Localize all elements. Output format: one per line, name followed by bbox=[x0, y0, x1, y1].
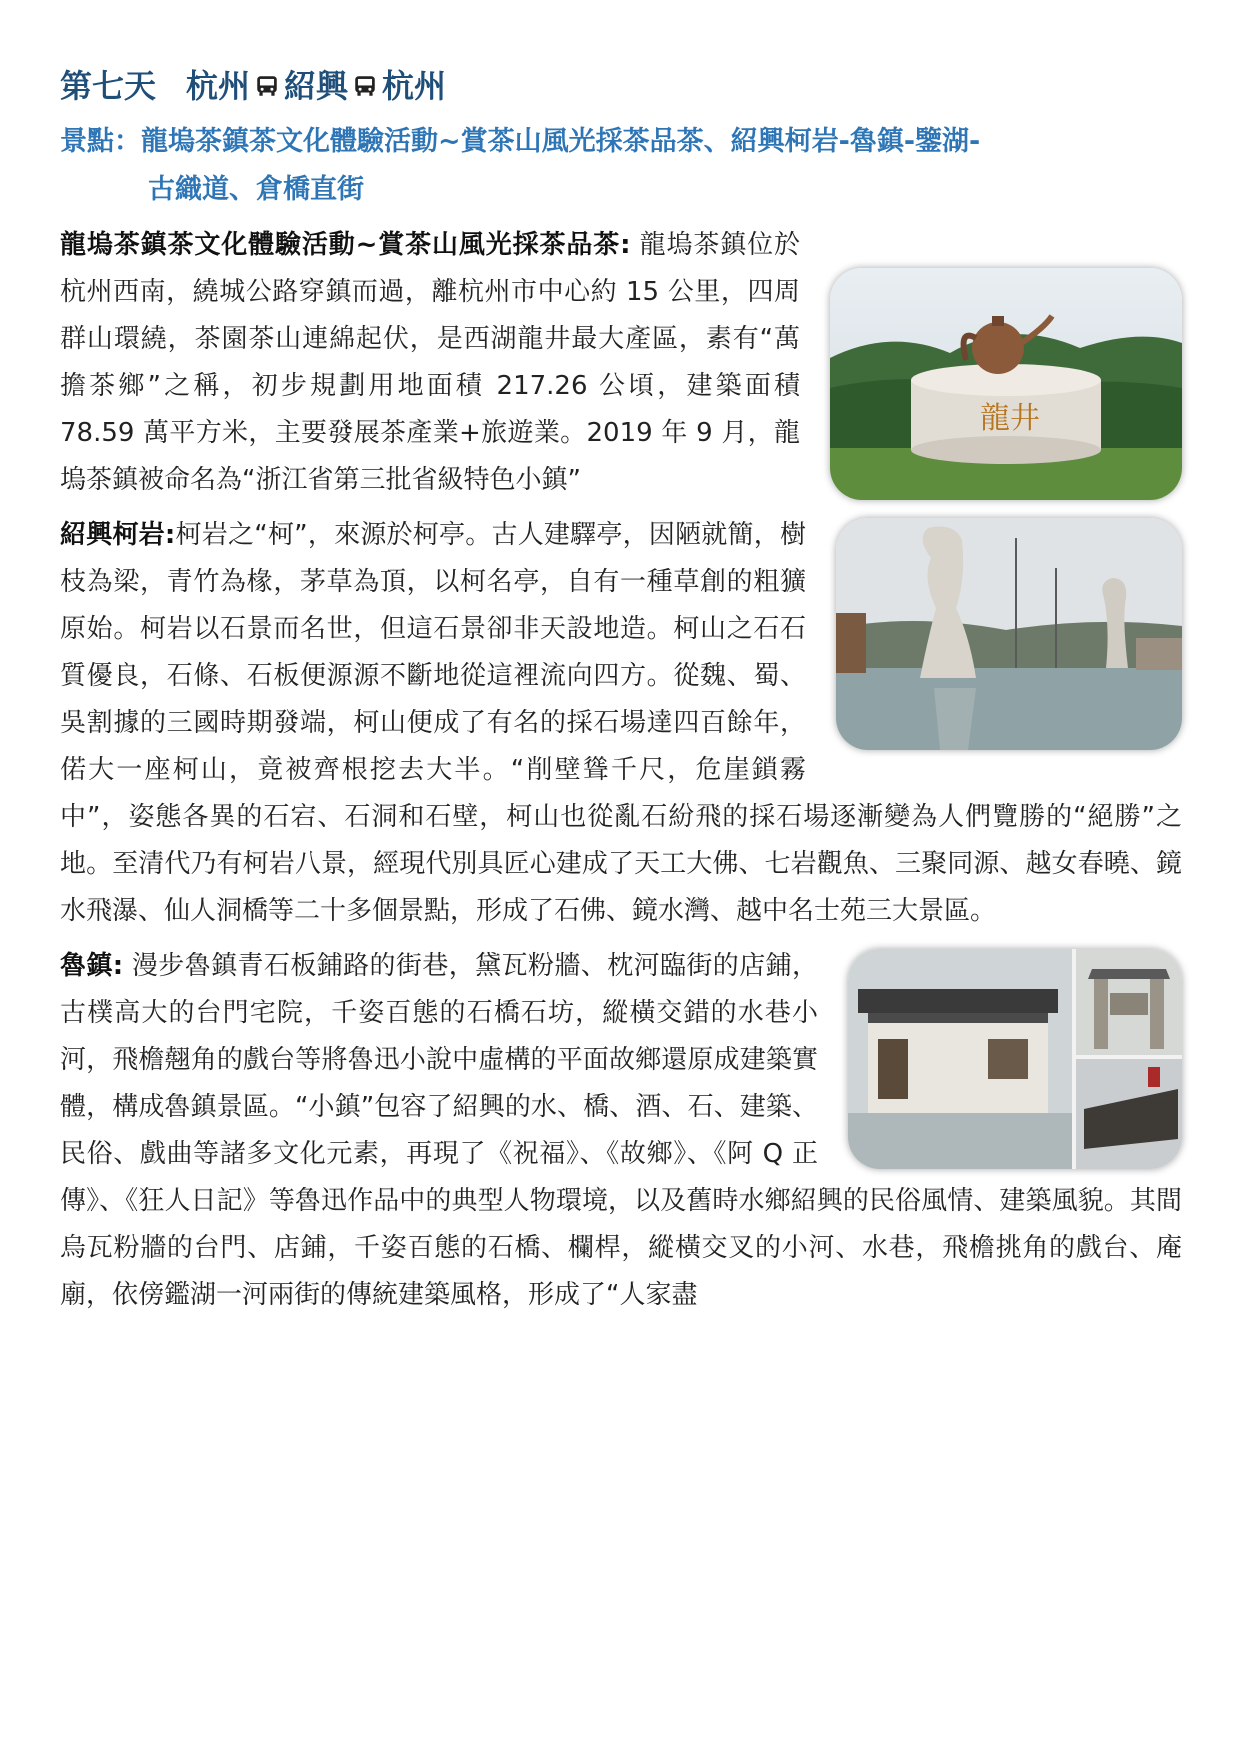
city-hangzhou-return: 杭州 bbox=[382, 67, 447, 105]
day-title bbox=[60, 62, 1182, 110]
section-longwu bbox=[60, 222, 1182, 504]
section-luzhen-body: 漫步魯鎮青石板鋪路的街巷，黛瓦粉牆、枕河臨街的店鋪，古樸高大的台門宅院，千姿百態的石橋石坊，縱橫交錯的水巷小河，飛檐翹角的戲台等將魯迅小說中虛構的平面故鄉還原成建築實體，構成魯鎮景區。“小鎮”包容了紹興的水、橋、酒、石、建築、民俗、戲曲等諸多文化元素，再現了《祝福》、《故鄉》、《阿 Q 正傳》、《狂人日記》等魯迅作品中的典型人物環境，以及舊時水鄉紹興的民俗風情、建築風貌。其間烏瓦粉牆的台門、店鋪，千姿百態的石橋、欄桿，縱橫交叉的小河、水巷，飛檐挑角的戲台、庵廟，依傍鑑湖一河兩街的傳統建築風格，形成了“人家盡 bbox=[60, 951, 1182, 1310]
spots-line-2: 古織道、倉橋直街 bbox=[148, 174, 364, 205]
spots-line-1: 景點：龍塢茶鎮茶文化體驗活動~賞茶山風光採茶品茶、紹興柯岩-魯鎮-鑒湖- bbox=[60, 126, 981, 157]
city-hangzhou: 杭州 bbox=[186, 67, 251, 105]
bus-icon bbox=[254, 73, 280, 99]
bus-icon bbox=[352, 73, 378, 99]
photo-keyan-rock bbox=[836, 518, 1182, 750]
photo-longwu-teapot bbox=[830, 268, 1182, 500]
section-longwu-heading: 龍塢茶鎮茶文化體驗活動~賞茶山風光採茶品茶: bbox=[60, 230, 631, 260]
section-luzhen bbox=[60, 943, 1182, 1319]
section-luzhen-heading: 魯鎮: bbox=[60, 951, 124, 981]
section-keyan-body: 柯岩之“柯”，來源於柯亭。古人建驛亭，因陋就簡，樹枝為梁，青竹為椽，茅草為頂，以柯名亭，自有一種草創的粗獷原始。柯岩以石景而名世，但這石景卻非天設地造。柯山之石石質優良，石條、石板便源源不斷地從這裡流向四方。從魏、蜀、吳割據的三國時期發端，柯山便成了有名的採石場達四百餘年，偌大一座柯山，竟被齊根挖去大半。“削壁聳千尺，危崖鎖霧中”，姿態各異的石宕、石洞和石壁，柯山也從亂石紛飛的採石場逐漸變為人們覽勝的“絕勝”之地。至清代乃有柯岩八景，經現代別具匠心建成了天工大佛、七岩觀魚、三聚同源、越女春曉、鏡水飛瀑、仙人洞橋等二十多個景點，形成了石佛、鏡水灣、越中名士苑三大景區。 bbox=[60, 520, 1182, 926]
itinerary-page bbox=[60, 62, 1182, 1319]
section-longwu-body: 龍塢茶鎮位於杭州西南，繞城公路穿鎮而過，離杭州市中心約 15 公里，四周群山環繞，茶園茶山連綿起伏，是西湖龍井最大產區，素有“萬擔茶鄉”之稱，初步規劃用地面積 217.26 公頃，建築面積 78.59 萬平方米，主要發展茶產業+旅遊業。2019 年 9 月，龍塢茶鎮被命名為“浙江省第三批省級特色小鎮” bbox=[60, 230, 800, 495]
spots-title bbox=[60, 118, 1182, 214]
section-keyan-heading: 紹興柯岩: bbox=[60, 520, 176, 550]
city-shaoxing: 紹興 bbox=[284, 67, 349, 105]
svg-text:龍井: 龍井 bbox=[980, 401, 1040, 436]
day-label: 第七天 bbox=[60, 67, 157, 105]
section-keyan bbox=[60, 512, 1182, 935]
photo-luzhen-collage bbox=[848, 949, 1182, 1169]
